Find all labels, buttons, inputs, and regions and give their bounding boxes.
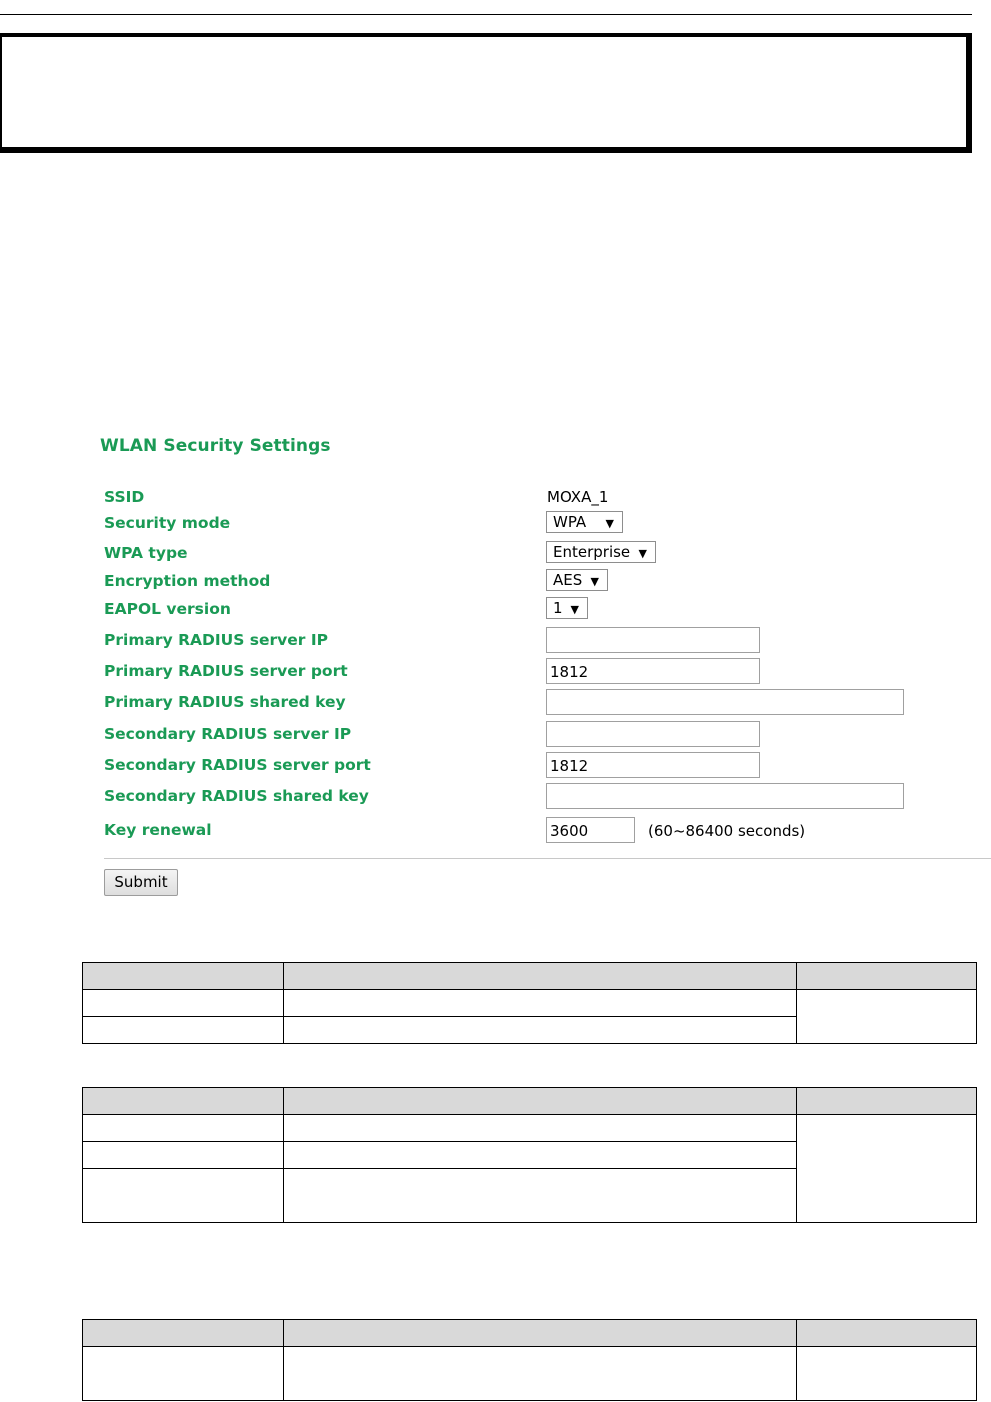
table-cell <box>284 1115 797 1142</box>
table-header-cell <box>797 963 977 990</box>
secondary-radius-port-label: Secondary RADIUS server port <box>104 756 371 774</box>
secondary-radius-key-label: Secondary RADIUS shared key <box>104 787 369 805</box>
security-mode-select[interactable] <box>546 511 623 533</box>
key-renewal-label: Key renewal <box>104 821 212 839</box>
primary-radius-key-input[interactable] <box>546 689 904 715</box>
table-cell <box>83 1347 284 1401</box>
encryption-method-value: AES <box>553 571 583 589</box>
table-header-cell <box>797 1320 977 1347</box>
primary-radius-ip-input[interactable] <box>546 627 760 653</box>
eapol-version-label: EAPOL version <box>104 600 231 618</box>
table-header-cell <box>83 1088 284 1115</box>
doc-table-1 <box>82 962 977 1044</box>
table-cell <box>284 1347 797 1401</box>
table-header-cell <box>797 1088 977 1115</box>
table-header-cell <box>284 963 797 990</box>
table-cell <box>284 1142 797 1169</box>
page-top-rule <box>0 14 972 15</box>
eapol-version-value: 1 <box>553 599 563 617</box>
table-cell <box>797 990 977 1044</box>
table-cell <box>83 1169 284 1223</box>
table-cell <box>83 990 284 1017</box>
table-header-cell <box>83 1320 284 1347</box>
wpa-type-value: Enterprise <box>553 543 631 561</box>
table-row <box>83 1347 977 1401</box>
chevron-down-icon: ▼ <box>605 517 614 530</box>
security-mode-label: Security mode <box>104 514 231 532</box>
form-title: WLAN Security Settings <box>100 436 331 456</box>
doc-table-2 <box>82 1087 977 1223</box>
wpa-type-select[interactable] <box>546 541 656 563</box>
table-cell <box>797 1115 977 1223</box>
note-frame <box>0 33 972 153</box>
encryption-method-select[interactable] <box>546 569 608 591</box>
ssid-label: SSID <box>104 488 145 506</box>
table-header-row <box>83 1320 977 1347</box>
secondary-radius-key-input[interactable] <box>546 783 904 809</box>
table-cell <box>284 990 797 1017</box>
table-header-cell <box>284 1088 797 1115</box>
ssid-value: MOXA_1 <box>547 488 609 506</box>
secondary-radius-port-input[interactable]: 1812 <box>546 752 760 778</box>
chevron-down-icon: ▼ <box>570 603 579 616</box>
table-cell <box>284 1169 797 1223</box>
table-header-row <box>83 1088 977 1115</box>
table-cell <box>83 1142 284 1169</box>
eapol-version-select[interactable] <box>546 597 588 619</box>
secondary-radius-ip-input[interactable] <box>546 721 760 747</box>
primary-radius-port-input[interactable]: 1812 <box>546 658 760 684</box>
wpa-type-label: WPA type <box>104 544 188 562</box>
table-header-cell <box>83 963 284 990</box>
security-mode-value: WPA <box>553 513 587 531</box>
table-header-cell <box>284 1320 797 1347</box>
table-row <box>83 1115 977 1142</box>
table-cell <box>797 1347 977 1401</box>
chevron-down-icon: ▼ <box>638 547 647 560</box>
submit-button[interactable]: Submit <box>104 869 178 896</box>
table-cell <box>83 1115 284 1142</box>
doc-table-3 <box>82 1319 977 1401</box>
primary-radius-ip-label: Primary RADIUS server IP <box>104 631 328 649</box>
secondary-radius-ip-label: Secondary RADIUS server IP <box>104 725 352 743</box>
table-header-row <box>83 963 977 990</box>
table-cell <box>284 1017 797 1044</box>
table-row <box>83 990 977 1017</box>
encryption-method-label: Encryption method <box>104 572 271 590</box>
form-divider <box>104 858 991 859</box>
primary-radius-key-label: Primary RADIUS shared key <box>104 693 346 711</box>
chevron-down-icon: ▼ <box>590 575 599 588</box>
table-cell <box>83 1017 284 1044</box>
key-renewal-input[interactable]: 3600 <box>546 817 635 843</box>
key-renewal-hint: (60~86400 seconds) <box>648 822 806 840</box>
primary-radius-port-label: Primary RADIUS server port <box>104 662 348 680</box>
